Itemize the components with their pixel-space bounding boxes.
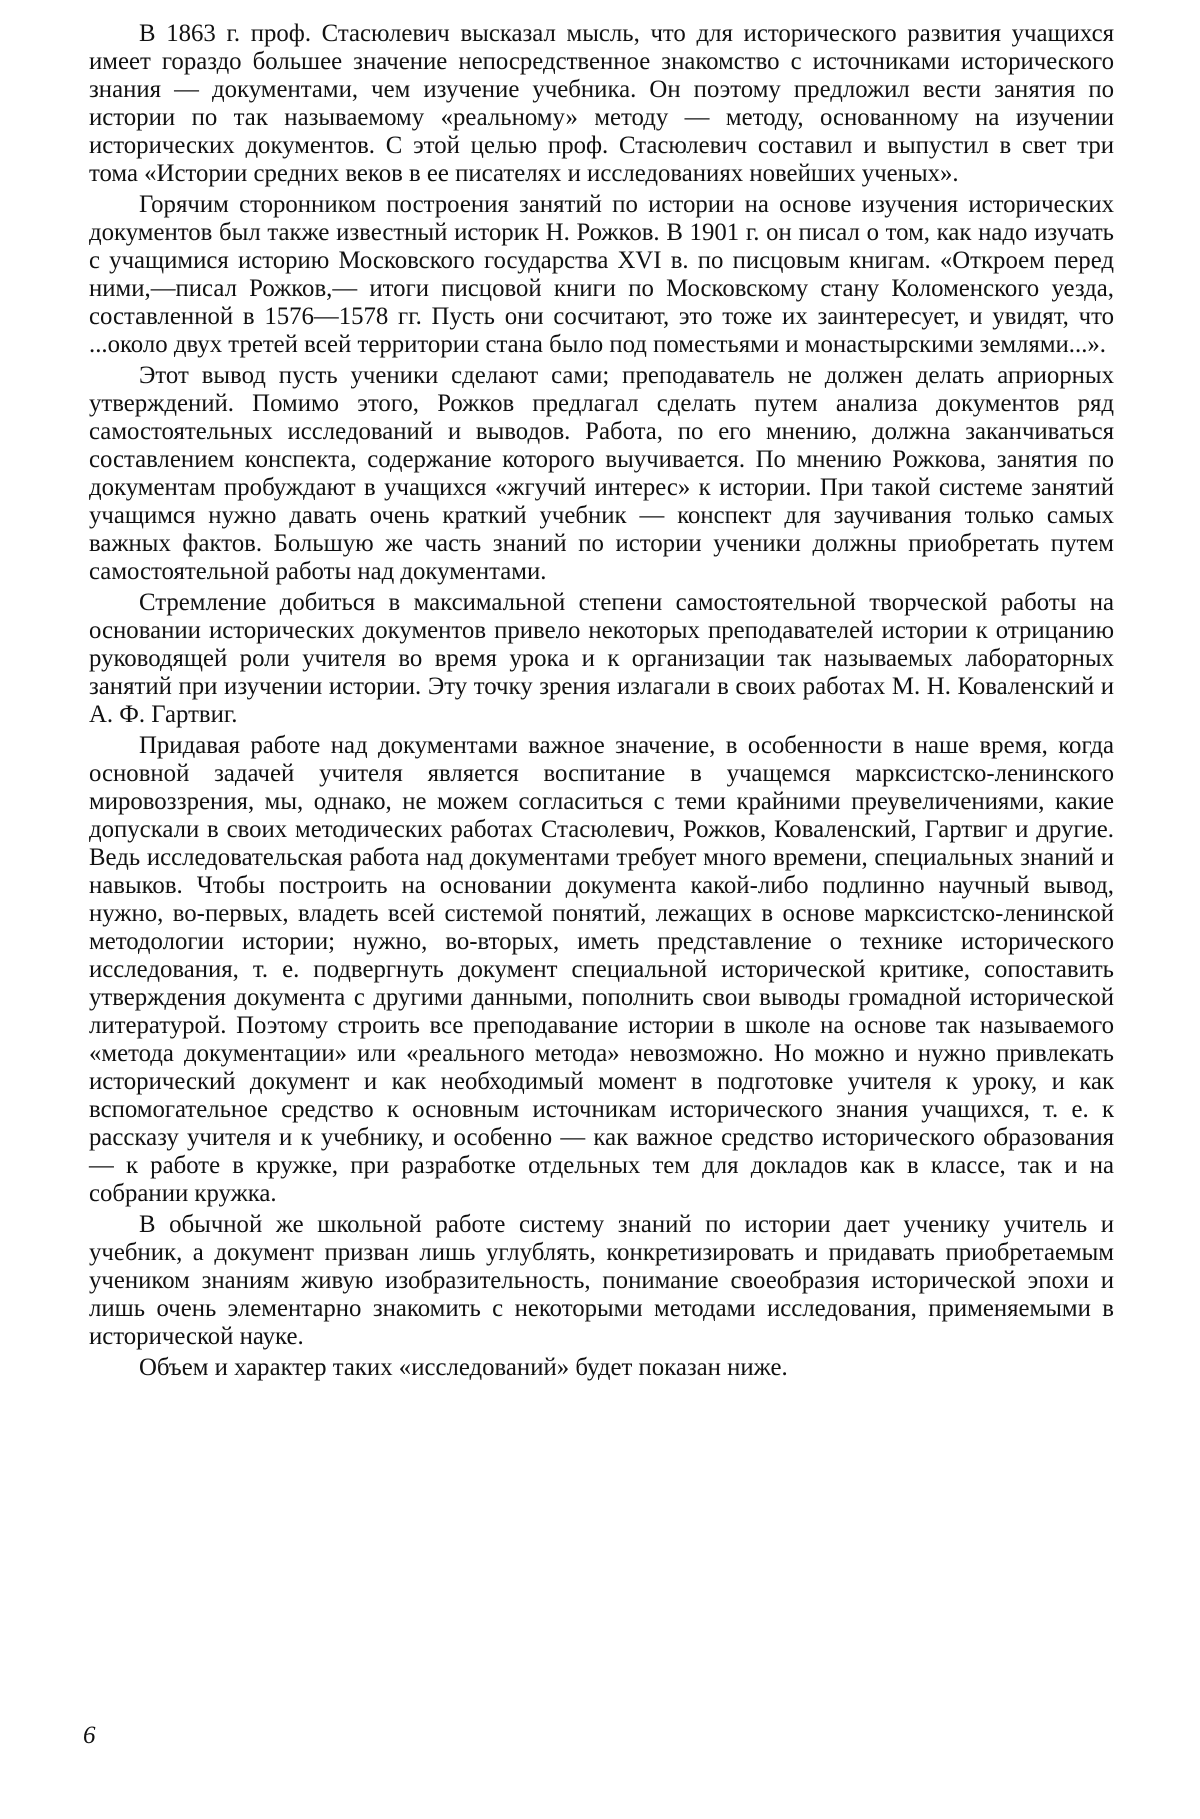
main-text (89, 20, 1114, 1385)
page-number: 6 (83, 1722, 96, 1750)
paragraph-5: Придавая работе над документами важное значение, в особенности в наше время, когда основной задачей учителя является воспитание в учащемся марксистско-ленинского мировоззрения, мы, однако, не можем согласиться с теми крайними преувеличениями, какие допускали в своих методических работах Стасюлевич, Рожков, Коваленский, Гартвиг и другие. Ведь исследовательская работа над документами требует много времени, специальных знаний и навыков. Чтобы построить на основании документа какой-либо подлинно научный вывод, нужно, во-первых, владеть всей системой понятий, лежащих в основе марксистско-ленинской методологии истории; нужно, во-вторых, иметь представление о технике исторического исследования, т. е. подвергнуть документ специальной исторической критике, сопоставить утверждения документа с другими данными, пополнить свои выводы громадной исторической литературой. Поэтому строить все преподавание истории в школе на основе так называемого «метода документации» или «реального метода» невозможно. Но можно и нужно привлекать исторический документ и как необходимый момент в подготовке учителя к уроку, и как вспомогательное средство к основным источникам исторического знания учащихся, т. е. к рассказу учителя и к учебнику, и особенно — как важное средство исторического образования — к работе в кружке, при разработке отдельных тем для докладов как в классе, так и на собрании кружка. (89, 732, 1114, 1208)
paragraph-6: В обычной же школьной работе систему знаний по истории дает ученику учитель и учебник, а документ призван лишь углублять, конкретизировать и придавать приобретаемым учеником знаниям живую изобразительность, понимание своеобразия исторической эпохи и лишь очень элементарно знакомить с некоторыми методами исследования, применяемыми в исторической науке. (89, 1211, 1114, 1351)
document-page (0, 0, 1200, 1819)
paragraph-3: Этот вывод пусть ученики сделают сами; преподаватель не должен делать априорных утверждений. Помимо этого, Рожков предлагал сделать путем анализа документов ряд самостоятельных исследований и выводов. Работа, по его мнению, должна заканчиваться составлением конспекта, содержание которого выучивается. По мнению Рожкова, занятия по документам пробуждают в учащихся «жгучий интерес» к истории. При такой системе занятий учащимся нужно давать очень краткий учебник — конспект для заучивания только самых важных фактов. Большую же часть знаний по истории ученики должны приобретать путем самостоятельной работы над документами. (89, 362, 1114, 586)
paragraph-1: В 1863 г. проф. Стасюлевич высказал мысль, что для исторического развития учащихся имеет гораздо большее значение непосредственное знакомство с источниками исторического знания — документами, чем изучение учебника. Он поэтому предложил вести занятия по истории по так называемому «реальному» методу — методу, основанному на изучении исторических документов. С этой целью проф. Стасюлевич составил и выпустил в свет три тома «Истории средних веков в ее писателях и исследованиях новейших ученых». (89, 20, 1114, 188)
paragraph-4: Стремление добиться в максимальной степени самостоятельной творческой работы на основании исторических документов привело некоторых преподавателей истории к отрицанию руководящей роли учителя во время урока и к организации так называемых лабораторных занятий при изучении истории. Эту точку зрения излагали в своих работах М. Н. Коваленский и А. Ф. Гартвиг. (89, 589, 1114, 729)
paragraph-7: Объем и характер таких «исследований» будет показан ниже. (89, 1354, 1114, 1382)
paragraph-2: Горячим сторонником построения занятий по истории на основе изучения исторических документов был также известный историк Н. Рожков. В 1901 г. он писал о том, как надо изучать с учащимися историю Московского государства XVI в. по писцовым книгам. «Откроем перед ними,—писал Рожков,— итоги писцовой книги по Московскому стану Коломенского уезда, составленной в 1576—1578 гг. Пусть они сосчитают, это тоже их заинтересует, и увидят, что ...около двух третей всей территории стана было под поместьями и монастырскими землями...». (89, 191, 1114, 359)
